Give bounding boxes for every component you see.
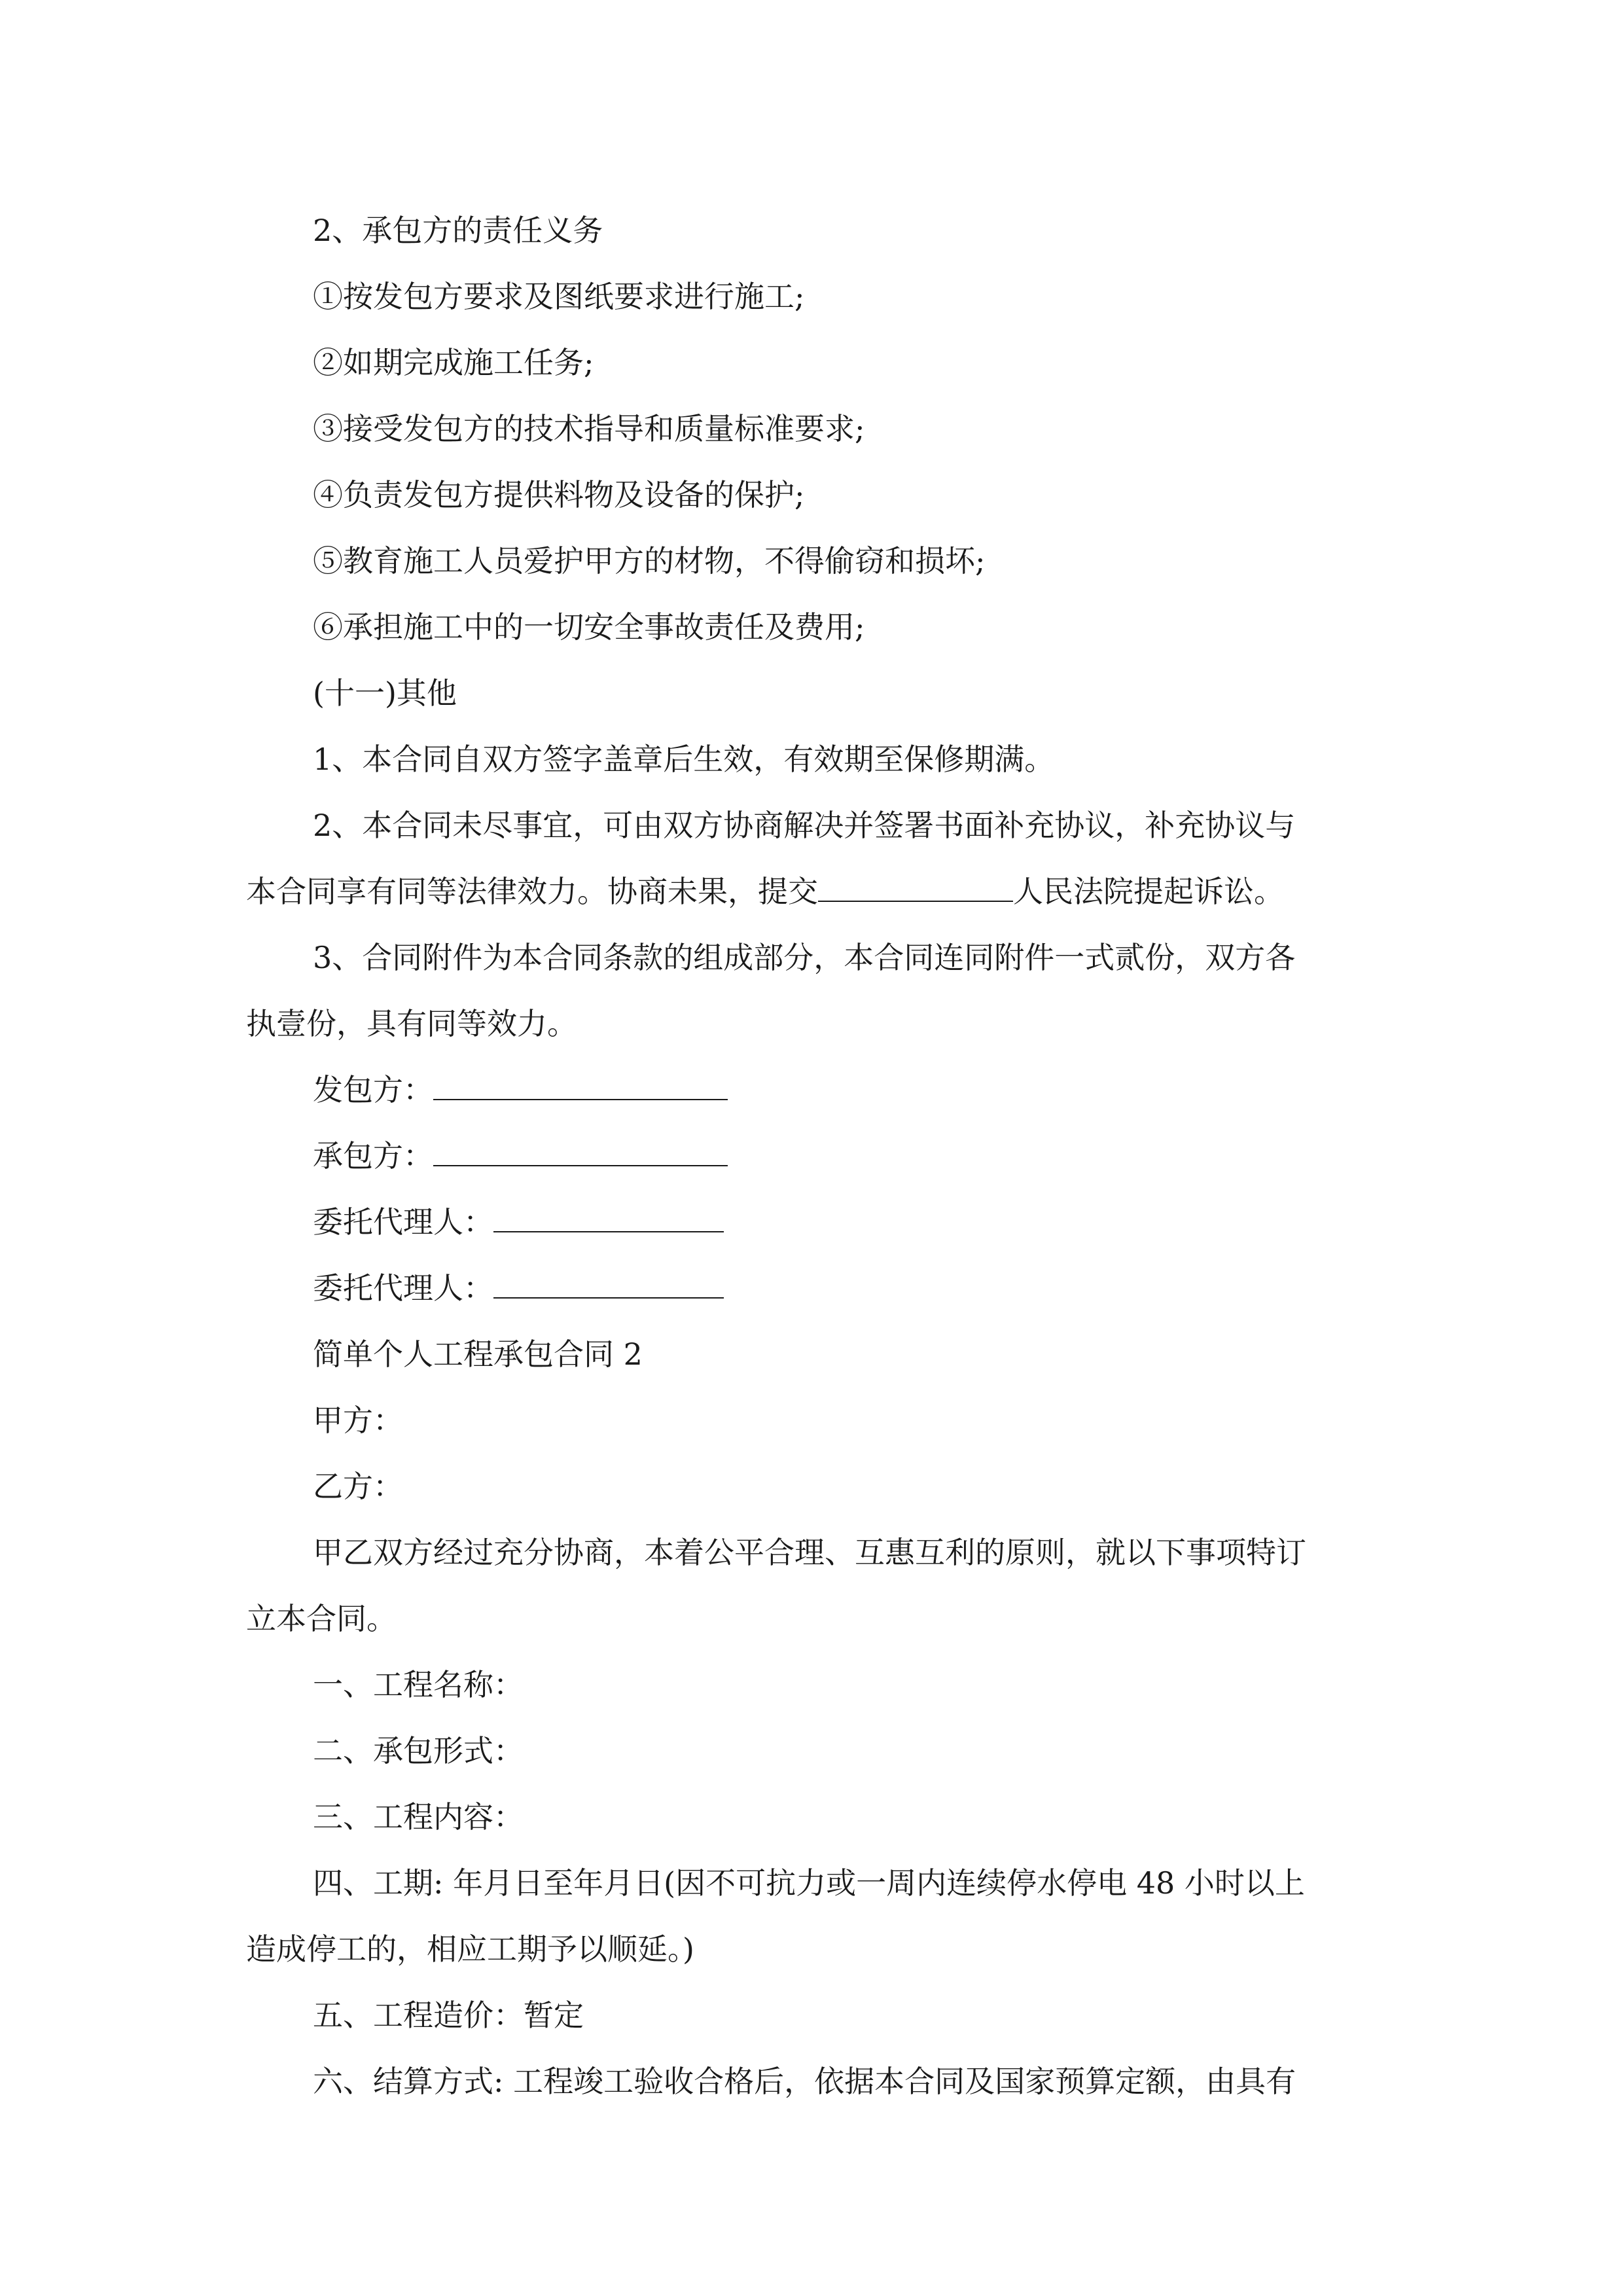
signature-line	[313, 1070, 728, 1109]
clause-text: 执壹份，具有同等效力。	[246, 1006, 577, 1041]
signature-label: 承包方：	[313, 1138, 433, 1174]
signature-label: 发包方：	[313, 1072, 433, 1107]
clause-text: 1、本合同自双方签字盖章后生效，有效期至保修期满。	[313, 742, 1055, 777]
clause-text: 2、本合同未尽事宜，可由双方协商解决并签署书面补充协议，补充协议与	[313, 808, 1296, 843]
clause-text	[246, 872, 1284, 911]
party-a-label: 甲方：	[313, 1403, 403, 1438]
signature-label: 委托代理人：	[313, 1270, 493, 1306]
duty-item: ②如期完成施工任务;	[313, 345, 594, 380]
signature-line	[313, 1202, 724, 1242]
duty-item: ①按发包方要求及图纸要求进行施工;	[313, 279, 805, 314]
party-b-label: 乙方：	[313, 1469, 403, 1504]
contract-title: 简单个人工程承包合同 2	[313, 1336, 643, 1372]
signature-blank	[493, 1271, 724, 1299]
signature-blank	[433, 1073, 728, 1100]
signature-line	[313, 1136, 728, 1175]
intro-text: 立本合同。	[246, 1601, 397, 1636]
contract-item: 六、结算方式: 工程竣工验收合格后，依据本合同及国家预算定额，由具有	[313, 2064, 1296, 2099]
signature-blank	[493, 1205, 724, 1232]
signature-line	[313, 1268, 724, 1308]
clause-text-part: 人民法院提起诉讼。	[1013, 874, 1284, 909]
duty-item: ⑤教育施工人员爱护甲方的材物，不得偷窃和损坏;	[313, 543, 986, 579]
signature-label: 委托代理人：	[313, 1204, 493, 1240]
duty-item: ④负责发包方提供料物及设备的保护;	[313, 477, 805, 512]
duty-item: ⑥承担施工中的一切安全事故责任及费用;	[313, 609, 865, 645]
contract-item: 二、承包形式：	[313, 1733, 524, 1768]
duty-item: ③接受发包方的技术指导和质量标准要求;	[313, 411, 865, 446]
contract-item: 四、工期: 年月日至年月日(因不可抗力或一周内连续停水停电 48 小时以上	[313, 1865, 1305, 1901]
signature-blank	[433, 1139, 728, 1166]
contract-item: 五、工程造价：暂定	[313, 1998, 584, 2033]
contract-item: 一、工程名称：	[313, 1667, 524, 1702]
clause-text-part: 本合同享有同等法律效力。协商未果，提交	[246, 874, 818, 909]
section-heading: (十一)其他	[313, 675, 457, 711]
contract-item: 造成停工的，相应工期予以顺延。)	[246, 1931, 694, 1967]
clause-text: 3、合同附件为本合同条款的组成部分，本合同连同附件一式贰份，双方各	[313, 940, 1296, 975]
section-heading: 2、承包方的责任义务	[313, 213, 603, 248]
contract-item: 三、工程内容：	[313, 1799, 524, 1835]
court-blank	[818, 874, 1013, 902]
intro-text: 甲乙双方经过充分协商，本着公平合理、互惠互利的原则，就以下事项特订	[313, 1535, 1306, 1570]
